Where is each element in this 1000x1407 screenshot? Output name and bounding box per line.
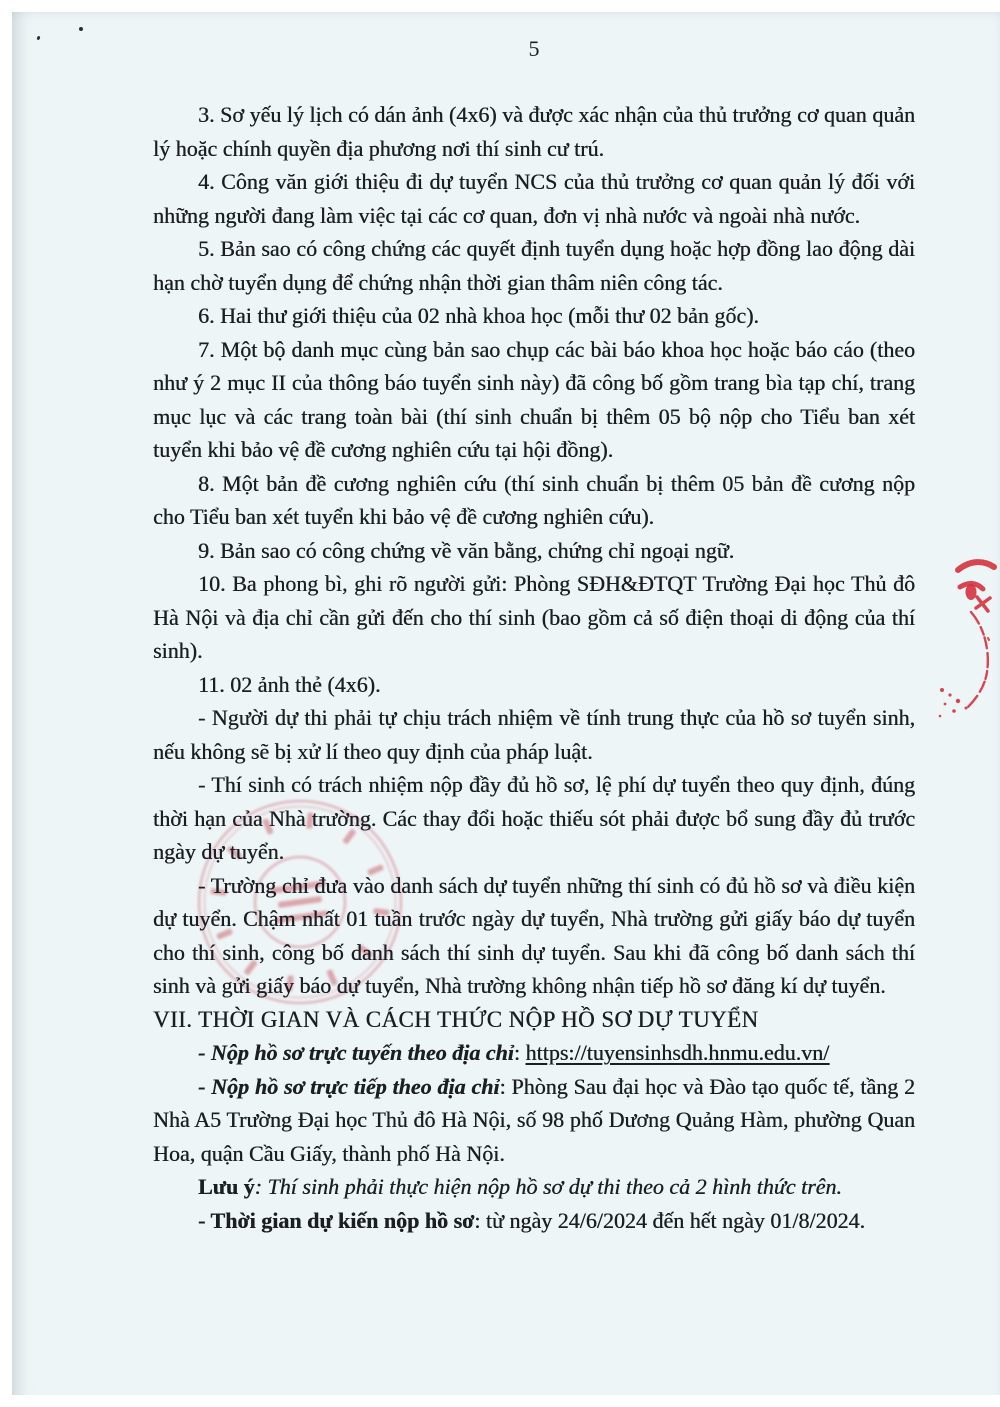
paragraph — [153, 1204, 915, 1238]
document-body — [153, 12, 915, 1237]
scan-speck-1 — [36, 36, 40, 41]
text-segment: : Thí sinh phải thực hiện nộp hồ sơ dự thi theo cả 2 hình thức trên. — [254, 1174, 842, 1199]
red-stamp-fragment — [930, 540, 1000, 740]
paragraph — [153, 869, 915, 1003]
text-segment: 5. Bản sao có công chứng các quyết định tuyển dụng hoặc hợp đồng lao động dài hạn chờ tuyển dụng để chứng nhận thời gian thâm niên công tác. — [153, 236, 915, 295]
paragraph — [153, 467, 915, 534]
paragraph — [153, 1036, 915, 1070]
page-number: 5 — [528, 36, 540, 61]
scan-speck-2 — [79, 27, 83, 31]
text-segment: - Nộp hồ sơ trực tuyến theo địa chỉ — [198, 1040, 514, 1065]
paragraph — [153, 232, 915, 299]
text-segment: - Trường chỉ đưa vào danh sách dự tuyển những thí sinh có đủ hồ sơ và điều kiện dự tuyển. Chậm nhất 01 tuần trước ngày dự tuyển, Nhà trường gửi giấy báo dự tuyển cho thí sinh, công bố danh sách thí sinh dự tuyển. Sau khi đã công bố danh sách thí sinh và gửi giấy báo dự tuyển, Nhà trường không nhận tiếp hồ sơ đăng kí dự tuyển. — [153, 872, 915, 998]
text-segment: 6. Hai thư giới thiệu của 02 nhà khoa học (mỗi thư 02 bản gốc). — [198, 303, 759, 328]
text-segment: 8. Một bản đề cương nghiên cứu (thí sinh chuẩn bị thêm 05 bản đề cương nộp cho Tiểu ban xét tuyển khi bảo vệ đề cương nghiên cứu). — [153, 470, 915, 529]
paragraph — [153, 165, 915, 232]
scanned-document-page — [12, 12, 1000, 1395]
text-segment: : — [513, 1040, 526, 1065]
text-segment: 9. Bản sao có công chứng về văn bằng, chứng chỉ ngoại ngữ. — [198, 537, 735, 563]
paragraph — [153, 1170, 915, 1204]
text-segment: 7. Một bộ danh mục cùng bản sao chụp các bài báo khoa học hoặc báo cáo (theo như ý 2 mục II của thông báo tuyển sinh này) đã công bố gồm trang bìa tạp chí, trang mục lục và các trang toàn bài (thí sinh chuẩn bị thêm 05 bộ nộp cho Tiểu ban xét tuyển khi bảo vệ đề cương nghiên cứu tại hội đồng). — [153, 336, 915, 462]
text-segment: VII. THỜI GIAN VÀ CÁCH THỨC NỘP HỒ SƠ DỰ TUYỂN — [153, 1006, 759, 1032]
text-segment: : từ ngày 24/6/2024 đến hết ngày 01/8/2024. — [474, 1207, 865, 1233]
paragraph — [153, 98, 915, 165]
text-segment: 3. Sơ yếu lý lịch có dán ảnh (4x6) và được xác nhận của thủ trưởng cơ quan quản lý hoặc chính quyền địa phương nơi thí sinh cư trú. — [153, 102, 915, 161]
text-segment: Lưu ý — [198, 1174, 255, 1199]
paragraph — [153, 534, 915, 568]
text-segment: - Thời gian dự kiến nộp hồ sơ — [198, 1207, 475, 1233]
paragraph — [153, 668, 915, 702]
paragraph — [153, 701, 915, 768]
paragraph — [153, 567, 915, 668]
paragraph — [153, 299, 915, 333]
text-segment: 11. 02 ảnh thẻ (4x6). — [198, 671, 381, 697]
text-segment: 4. Công văn giới thiệu đi dự tuyển NCS của thủ trưởng cơ quan quản lý đối với những người đang làm việc tại các cơ quan, đơn vị nhà nước và ngoài nhà nước. — [153, 169, 915, 228]
paragraph — [153, 768, 915, 869]
text-segment: - Thí sinh có trách nhiệm nộp đầy đủ hồ sơ, lệ phí dự tuyển theo quy định, đúng thời hạn của Nhà trường. Các thay đổi hoặc thiếu sót phải được bổ sung đầy đủ trước ngày dự tuyển. — [153, 772, 915, 864]
paragraph — [153, 1070, 915, 1171]
url-text: https://tuyensinhsdh.hnmu.edu.vn/ — [525, 1040, 830, 1065]
paragraph — [153, 333, 915, 467]
text-segment: 10. Ba phong bì, ghi rõ người gửi: Phòng SĐH&ĐTQT Trường Đại học Thủ đô Hà Nội và địa chỉ cần gửi đến cho thí sinh (bao gồm cả số điện thoại di động của thí sinh). — [153, 571, 915, 663]
text-segment: : Phòng Sau đại học và Đào tạo quốc tế, tầng 2 Nhà A5 Trường Đại học Thủ đô Hà Nội, số 98 phố Dương Quảng Hàm, phường Quan Hoa, quận Cầu Giấy, thành phố Hà Nội. — [153, 1073, 915, 1166]
text-segment: - Người dự thi phải tự chịu trách nhiệm về tính trung thực của hồ sơ tuyển sinh, nếu không sẽ bị xử lí theo quy định của pháp luật. — [153, 705, 915, 764]
section-heading — [153, 1003, 915, 1037]
text-segment: - Nộp hồ sơ trực tiếp theo địa chỉ — [198, 1073, 500, 1099]
